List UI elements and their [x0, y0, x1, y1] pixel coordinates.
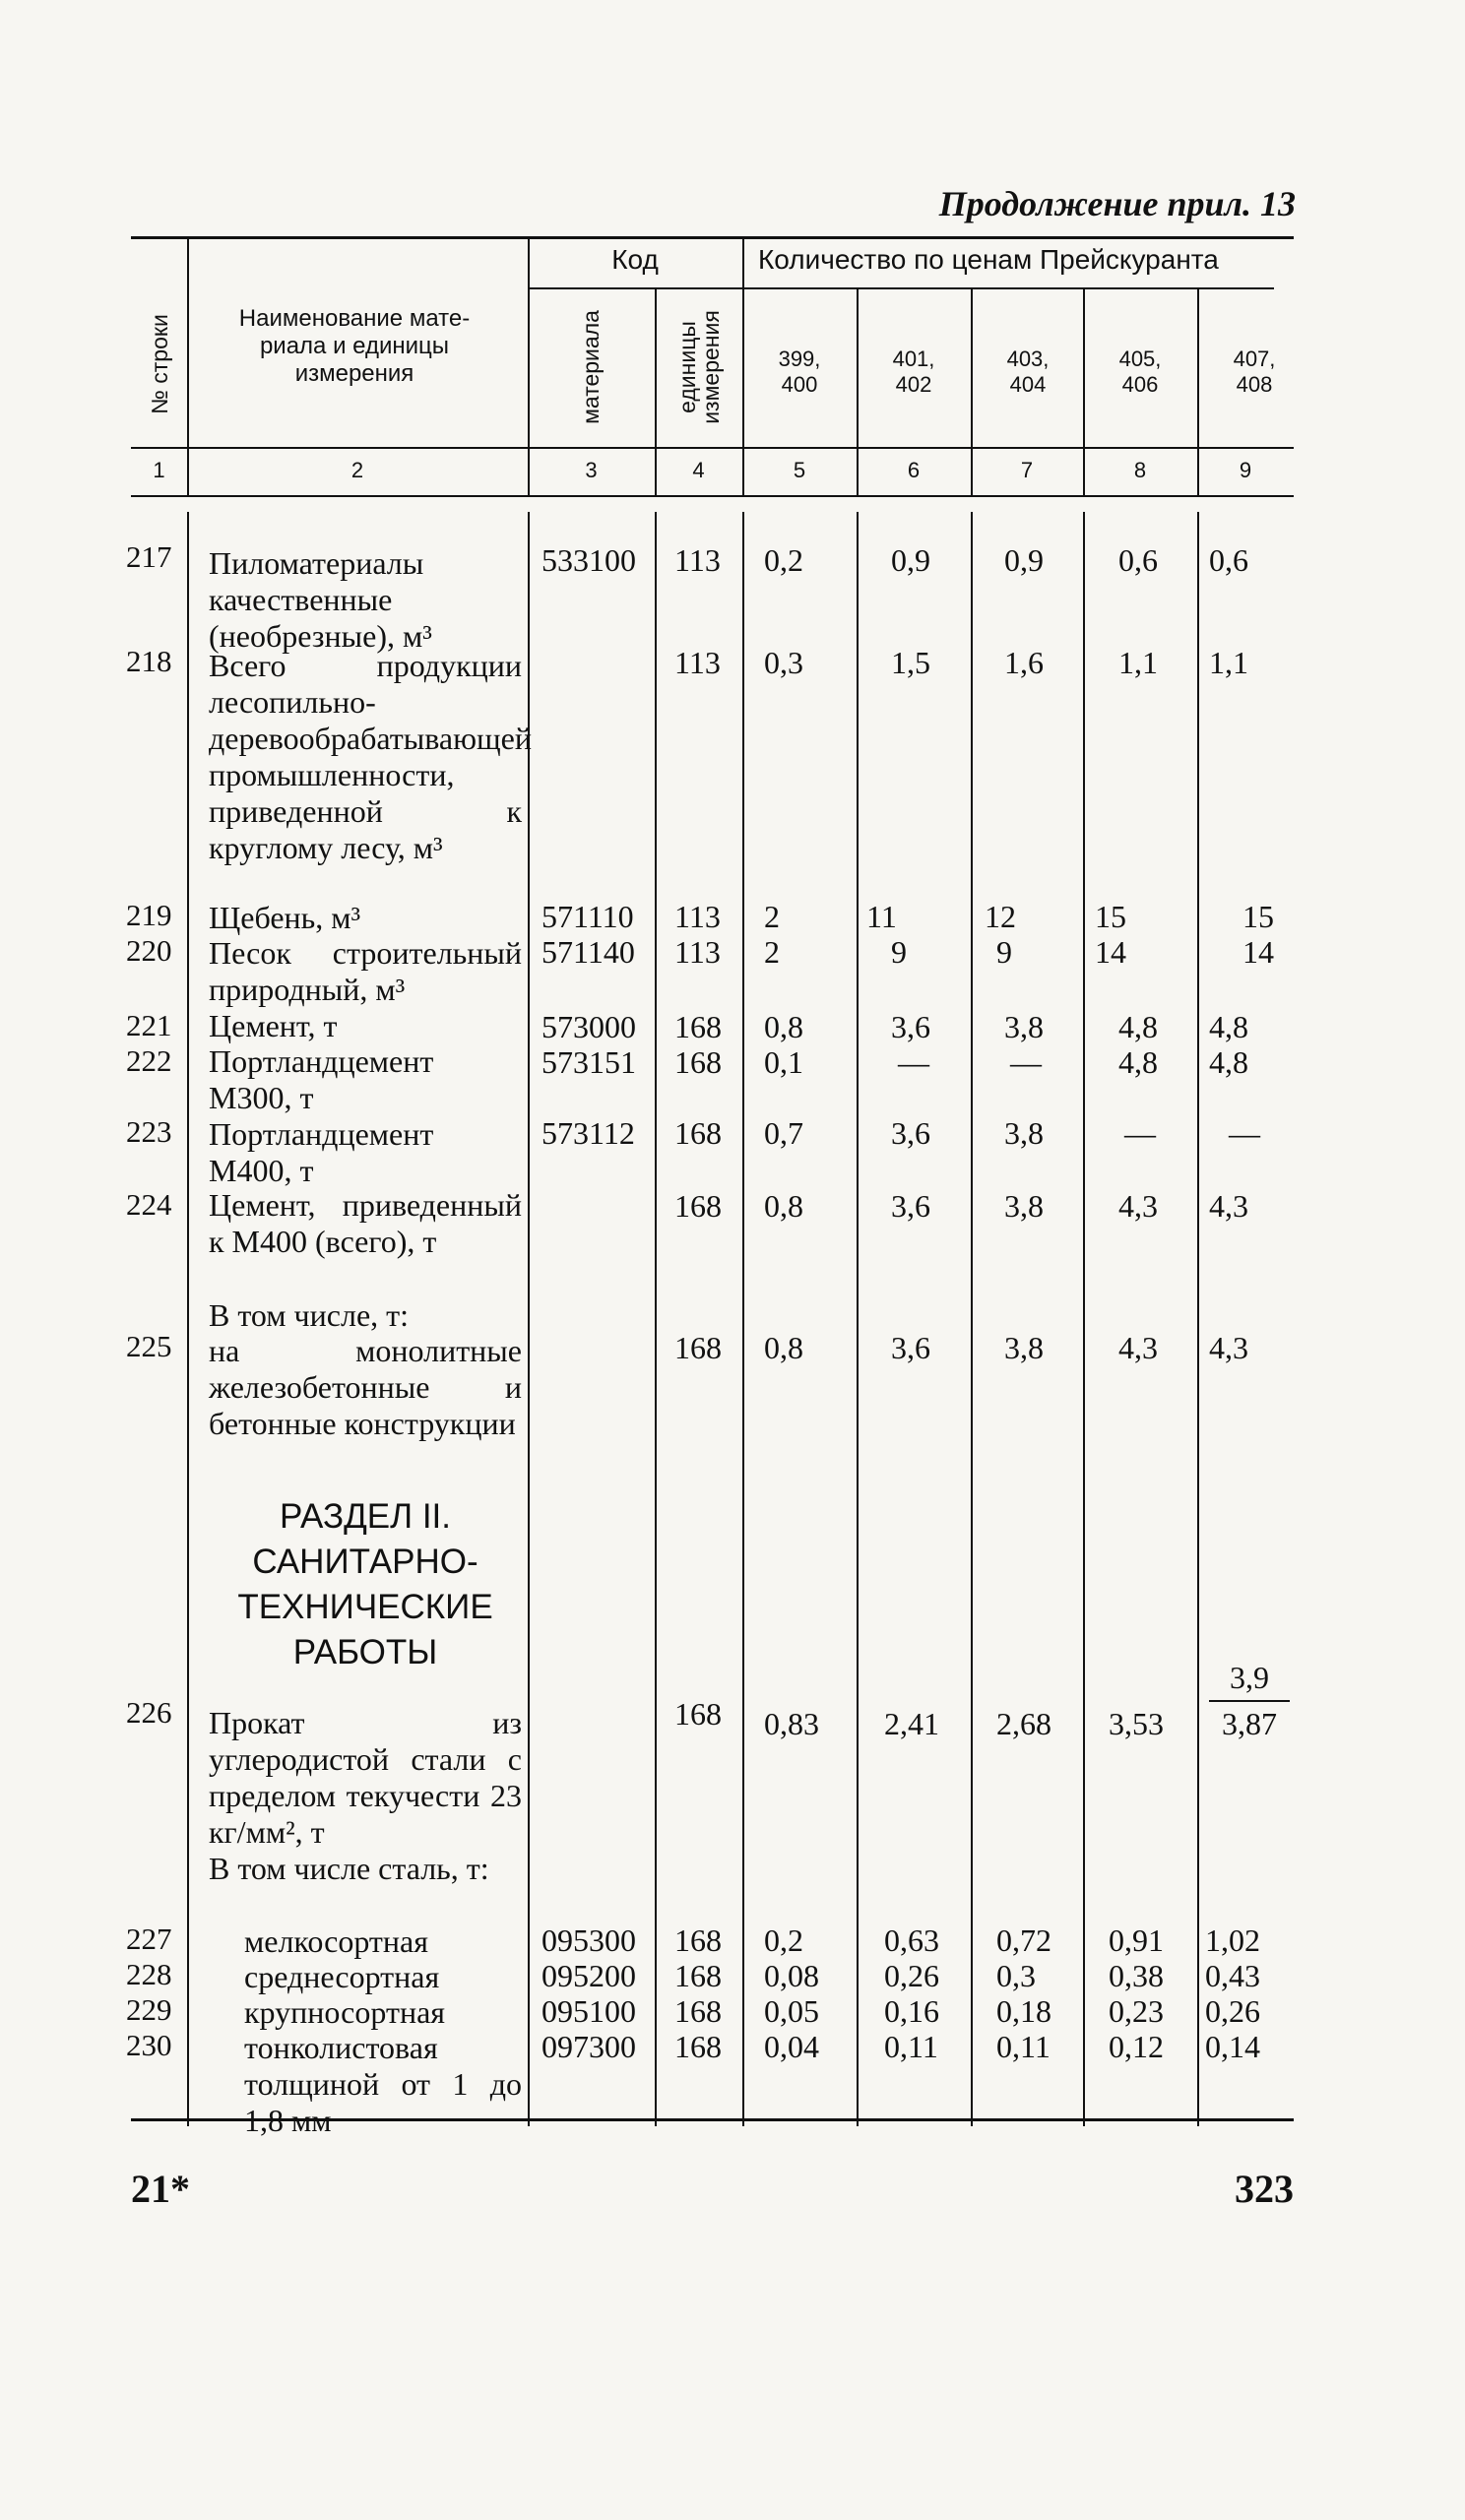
value-405: 1,1 [1118, 645, 1158, 680]
row-number: 218 [126, 644, 172, 678]
colnum-9: 9 [1239, 458, 1252, 482]
value-401: 0,63 [884, 1922, 939, 1958]
body-vline [1083, 512, 1085, 2126]
value-399: 2 [764, 934, 780, 970]
header-code-group: Код [611, 244, 659, 275]
colnum-8: 8 [1133, 458, 1147, 482]
header-unit: единицы измерения [674, 310, 724, 424]
header-price-407: 407, 408 [1233, 346, 1276, 397]
value-407: 0,26 [1205, 1993, 1260, 2029]
row-number: 220 [126, 933, 172, 968]
material-name: Портландцемент М300, т [209, 1043, 434, 1115]
value-399: 0,04 [764, 2029, 819, 2064]
unit-code: 168 [674, 1922, 722, 1958]
value-405: 0,6 [1118, 542, 1158, 578]
header-price-403: 403, 404 [1006, 346, 1050, 397]
unit-code: 168 [674, 1188, 722, 1224]
row-number: 225 [126, 1329, 172, 1363]
value-407: 1,02 [1205, 1922, 1260, 1958]
header-name: Наименование мате- риала и единицы измерения [238, 305, 471, 387]
row-number: 226 [126, 1695, 172, 1730]
value-407: 0,43 [1205, 1958, 1260, 1993]
colnum-1: 1 [153, 458, 165, 482]
price-group-line [742, 287, 1274, 289]
value-401: — [898, 1044, 929, 1080]
header-price-group: Количество по ценам Прейскуранта [758, 244, 1219, 275]
value-403: 9 [996, 934, 1012, 970]
material-code: 097300 [541, 2029, 636, 2064]
material-code: 573112 [541, 1115, 635, 1151]
value-401: 3,6 [891, 1330, 930, 1365]
value-401: 9 [891, 934, 907, 970]
continuation-caption: Продолжение прил. 13 [938, 184, 1296, 223]
colnum-divider [131, 495, 1294, 497]
row-number: 230 [126, 2028, 172, 2062]
value-405: 15 [1095, 899, 1126, 934]
value-407: 4,8 [1209, 1009, 1248, 1044]
material-code: 095300 [541, 1922, 636, 1958]
page-number: 323 [1235, 2167, 1294, 2211]
value-399: 0,05 [764, 1993, 819, 2029]
value-407: 4,8 [1209, 1044, 1248, 1080]
row-number: 222 [126, 1043, 172, 1078]
colnum-3: 3 [585, 458, 598, 482]
row-number: 228 [126, 1957, 172, 1991]
material-name: Цемент, приведенный к М400 (всего), т [209, 1187, 522, 1259]
fraction-numerator: 3,9 [1230, 1660, 1269, 1695]
code-group-line [528, 287, 742, 289]
material-name: Портландцемент М400, т [209, 1116, 434, 1188]
body-vline [655, 512, 657, 2126]
value-405: 0,91 [1109, 1922, 1164, 1958]
row-number: 224 [126, 1187, 172, 1222]
material-name: Всего продукции лесопильно-деревообрабатывающей промышленности, приведенной к круглому лесу, м³ [209, 648, 532, 865]
header-price-399: 399, 400 [778, 346, 821, 397]
material-code: 571140 [541, 934, 635, 970]
material-name: Щебень, м³ [209, 900, 361, 935]
row-number: 223 [126, 1114, 172, 1149]
unit-code: 113 [674, 899, 721, 934]
header-divider [131, 447, 1294, 449]
material-name: Цемент, т [209, 1008, 338, 1043]
value-401: 11 [866, 899, 897, 934]
colnum-2: 2 [350, 458, 364, 482]
material-code: 573000 [541, 1009, 636, 1044]
value-403: 3,8 [1004, 1330, 1044, 1365]
material-code: 573151 [541, 1044, 636, 1080]
value-401: 0,9 [891, 542, 930, 578]
value-403: 0,72 [996, 1922, 1051, 1958]
material-code: 095200 [541, 1958, 636, 1993]
value-403: 2,68 [996, 1706, 1051, 1741]
value-405: 4,3 [1118, 1188, 1158, 1224]
value-399: 0,08 [764, 1958, 819, 1993]
value-403: 0,9 [1004, 542, 1044, 578]
header-price-401: 401, 402 [892, 346, 935, 397]
value-405: 4,8 [1118, 1044, 1158, 1080]
value-407: 15 [1242, 899, 1274, 934]
value-401: 0,26 [884, 1958, 939, 1993]
unit-code: 113 [674, 934, 721, 970]
value-403: 12 [985, 899, 1016, 934]
value-403: 0,11 [996, 2029, 1051, 2064]
material-name: мелкосортная [244, 1923, 428, 1959]
colnum-7: 7 [1020, 458, 1034, 482]
fraction-bar [1209, 1700, 1290, 1702]
value-405: 0,38 [1109, 1958, 1164, 1993]
value-399: 0,7 [764, 1115, 803, 1151]
material-name: на монолитные железобетонные и бетонные конструкции [209, 1333, 522, 1441]
value-401: 0,11 [884, 2029, 938, 2064]
value-399: 0,8 [764, 1009, 803, 1044]
value-399: 0,83 [764, 1706, 819, 1741]
material-name: Пиломатериалы качественные (необрезные), м³ [209, 545, 432, 654]
material-name: среднесортная [244, 1959, 440, 1994]
material-name: тонколистовая толщиной от 1 до 1,8 мм [244, 2030, 522, 2138]
body-vline [971, 512, 973, 2126]
value-407: 0,14 [1205, 2029, 1260, 2064]
value-407: 14 [1242, 934, 1274, 970]
body-vline [857, 512, 859, 2126]
value-405: 14 [1095, 934, 1126, 970]
value-401: 2,41 [884, 1706, 939, 1741]
value-399: 0,2 [764, 542, 803, 578]
subtotal-caption: В том числе, т: [209, 1297, 410, 1333]
value-399: 0,2 [764, 1922, 803, 1958]
value-405: 3,53 [1109, 1706, 1164, 1741]
hdr-vline [187, 236, 189, 495]
value-403: 0,18 [996, 1993, 1051, 2029]
unit-code: 113 [674, 542, 721, 578]
row-number: 217 [126, 539, 172, 574]
body-vline [1197, 512, 1199, 2126]
value-407: 0,6 [1209, 542, 1248, 578]
value-405: 4,3 [1118, 1330, 1158, 1365]
subtotal-caption: В том числе сталь, т: [209, 1851, 489, 1886]
hdr-vline [742, 236, 744, 495]
unit-code: 168 [674, 1993, 722, 2029]
body-vline [742, 512, 744, 2126]
value-403: 0,3 [996, 1958, 1036, 1993]
unit-code: 168 [674, 1330, 722, 1365]
value-407: 1,1 [1209, 645, 1248, 680]
unit-code: 168 [674, 1696, 722, 1732]
row-number: 227 [126, 1922, 172, 1956]
colnum-5: 5 [793, 458, 806, 482]
value-399: 0,8 [764, 1330, 803, 1365]
colnum-6: 6 [907, 458, 921, 482]
value-405: 4,8 [1118, 1009, 1158, 1044]
sheet-signature: 21* [131, 2167, 190, 2211]
value-403: 1,6 [1004, 645, 1044, 680]
colnum-4: 4 [692, 458, 705, 482]
unit-code: 168 [674, 1044, 722, 1080]
value-403: 3,8 [1004, 1115, 1044, 1151]
value-403: — [1010, 1044, 1042, 1080]
material-code: 533100 [541, 542, 636, 578]
value-405: 0,12 [1109, 2029, 1164, 2064]
material-name: крупносортная [244, 1994, 445, 2030]
unit-code: 168 [674, 1009, 722, 1044]
value-405: — [1124, 1115, 1156, 1151]
unit-code: 168 [674, 1958, 722, 1993]
value-401: 3,6 [891, 1009, 930, 1044]
unit-code: 168 [674, 1115, 722, 1151]
value-401: 0,16 [884, 1993, 939, 2029]
value-399: 2 [764, 899, 780, 934]
header-price-405: 405, 406 [1118, 346, 1162, 397]
body-vline [187, 512, 189, 2126]
row-number: 219 [126, 898, 172, 932]
value-407: — [1229, 1115, 1260, 1151]
material-code: 571110 [541, 899, 634, 934]
header-material: материала [578, 310, 604, 424]
unit-code: 168 [674, 2029, 722, 2064]
material-code: 095100 [541, 1993, 636, 2029]
value-401: 1,5 [891, 645, 930, 680]
material-name: Песок строительный природный, м³ [209, 935, 522, 1007]
value-403: 3,8 [1004, 1009, 1044, 1044]
value-407: 4,3 [1209, 1188, 1248, 1224]
value-403: 3,8 [1004, 1188, 1044, 1224]
value-407: 4,3 [1209, 1330, 1248, 1365]
material-name: Прокат из углеродистой стали с пределом текучести 23 кг/мм², т [209, 1705, 522, 1850]
header-row-no: № строки [147, 314, 172, 414]
row-number: 229 [126, 1992, 172, 2027]
value-399: 0,1 [764, 1044, 803, 1080]
row-number: 221 [126, 1008, 172, 1042]
fraction-denominator: 3,87 [1222, 1706, 1277, 1741]
unit-code: 113 [674, 645, 721, 680]
table-top-rule [131, 236, 1294, 239]
value-405: 0,23 [1109, 1993, 1164, 2029]
section-title: РАЗДЕЛ II. САНИТАРНО-ТЕХНИЧЕСКИЕ РАБОТЫ [237, 1497, 493, 1671]
value-401: 3,6 [891, 1115, 930, 1151]
value-401: 3,6 [891, 1188, 930, 1224]
value-399: 0,3 [764, 645, 803, 680]
value-407-fraction [1209, 1660, 1290, 1742]
value-399: 0,8 [764, 1188, 803, 1224]
